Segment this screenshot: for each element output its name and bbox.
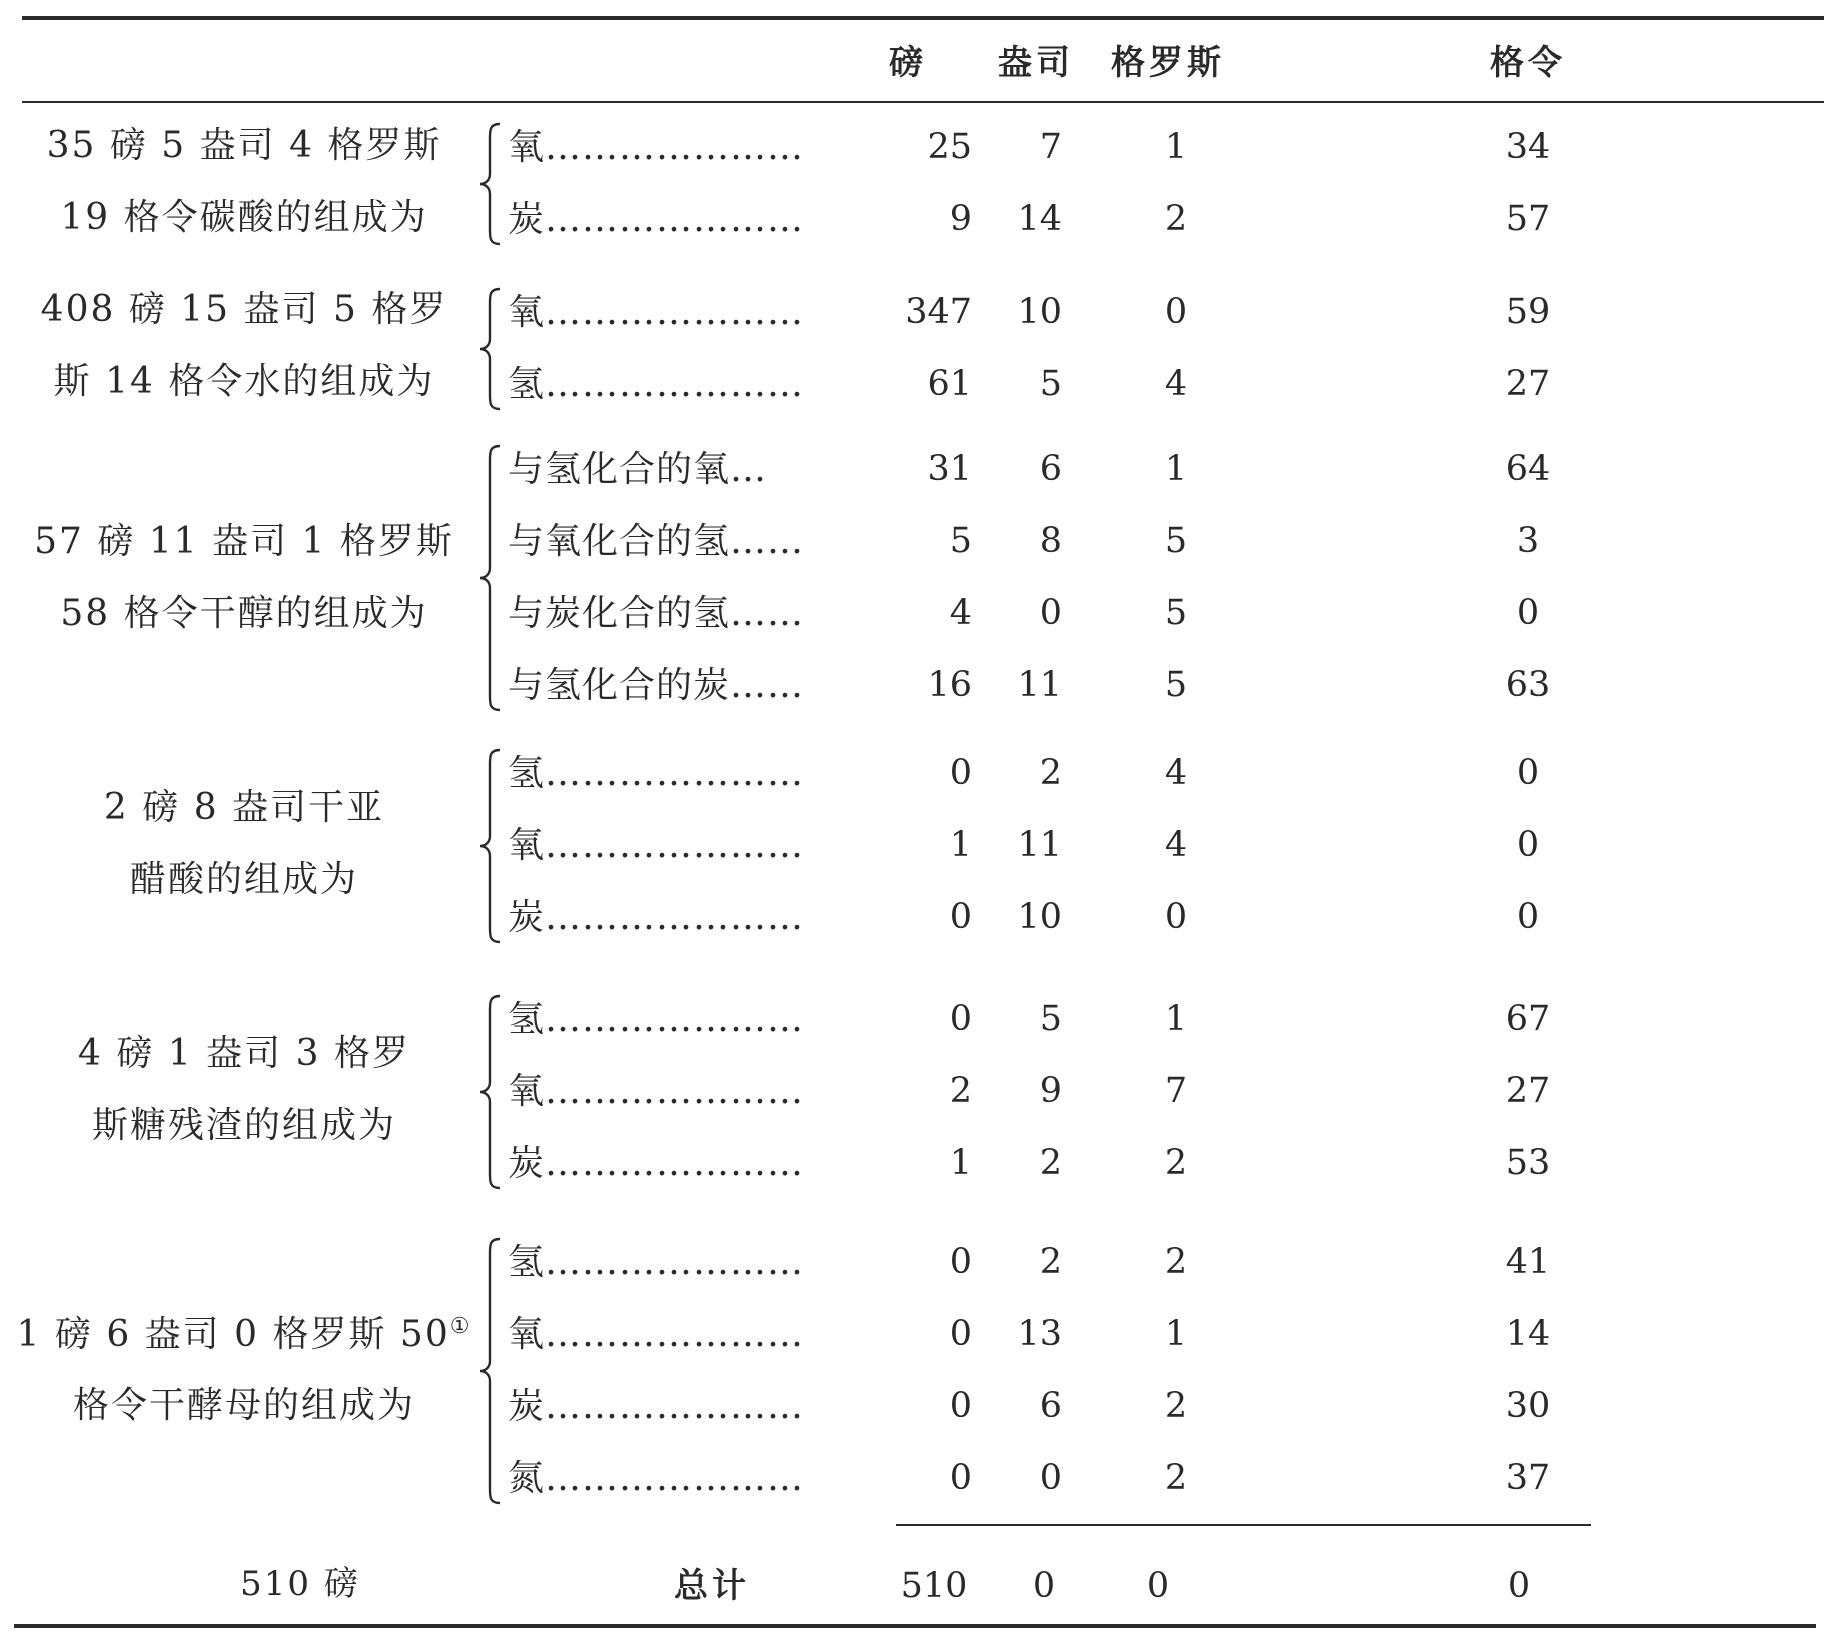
cell-grains: 0: [1516, 897, 1540, 937]
cell-gross: 2: [1164, 1242, 1188, 1282]
cell-gross: 7: [1164, 1071, 1188, 1111]
group-description-line: 57 磅 11 盎司 1 格罗斯: [34, 521, 454, 562]
cell-gross: 4: [1164, 825, 1188, 865]
cell-ounces: 6: [1039, 449, 1062, 489]
group-description-line: 醋酸的组成为: [129, 859, 359, 900]
cell-ounces: 10: [1017, 292, 1062, 332]
component-label: 氧…………………: [508, 825, 804, 866]
cell-gross: 1: [1164, 127, 1188, 167]
component-label: 与氢化合的炭……: [508, 665, 805, 706]
cell-gross: 5: [1164, 521, 1188, 561]
header-pounds: 磅: [889, 43, 927, 83]
cell-ounces: 7: [1039, 127, 1062, 167]
component-label: 氧…………………: [508, 292, 804, 333]
cell-grains: 64: [1505, 449, 1551, 489]
cell-ounces: 10: [1017, 897, 1062, 937]
component-label: 炭…………………: [508, 1386, 804, 1427]
total-left: 510 磅: [240, 1564, 360, 1604]
cell-gross: 1: [1164, 1314, 1188, 1354]
cell-ounces: 0: [1039, 593, 1062, 633]
bottom-rule: [14, 1624, 1816, 1628]
component-label: 氧…………………: [508, 1314, 804, 1355]
cell-gross: 1: [1164, 449, 1188, 489]
cell-pounds: 61: [927, 364, 972, 404]
group-description-line: 斯 14 格令水的组成为: [53, 361, 435, 402]
component-label: 炭…………………: [508, 897, 804, 938]
cell-pounds: 0: [949, 753, 972, 793]
group-description-line-with-footnote: [17, 1316, 472, 1353]
total-pounds: 510: [900, 1566, 968, 1606]
component-label: 氧…………………: [508, 127, 804, 168]
component-label: 炭…………………: [508, 1143, 804, 1184]
header-rule: [22, 101, 1824, 103]
cell-pounds: 1: [949, 1143, 972, 1183]
component-label: 氢…………………: [508, 1242, 804, 1283]
cell-grains: 57: [1505, 199, 1551, 239]
header-gross: 格罗斯: [1111, 43, 1225, 83]
cell-gross: 1: [1164, 999, 1188, 1039]
total-label: 总计: [674, 1566, 750, 1606]
group-description-line: 斯糖残渣的组成为: [91, 1105, 397, 1146]
header-grains: 格令: [1490, 43, 1566, 83]
component-label: 氢…………………: [508, 753, 804, 794]
cell-gross: 0: [1164, 292, 1188, 332]
left-brace: [476, 748, 506, 944]
cell-pounds: 5: [949, 521, 972, 561]
group-description-line: 408 磅 15 盎司 5 格罗: [40, 289, 448, 330]
component-label: 氢…………………: [508, 999, 804, 1040]
cell-pounds: 0: [949, 897, 972, 937]
group-description-line: 19 格令碳酸的组成为: [60, 197, 428, 238]
cell-grains: 59: [1505, 292, 1551, 332]
top-rule: [22, 16, 1824, 20]
total-gross: 0: [1146, 1566, 1170, 1606]
header-ounces: 盎司: [998, 43, 1074, 83]
total-ounces: 0: [1032, 1566, 1056, 1606]
cell-gross: 4: [1164, 364, 1188, 404]
cell-ounces: 5: [1039, 364, 1062, 404]
cell-pounds: 31: [927, 449, 972, 489]
cell-gross: 5: [1164, 665, 1188, 705]
component-label: 炭…………………: [508, 199, 804, 240]
cell-grains: 53: [1505, 1143, 1551, 1183]
cell-pounds: 25: [927, 127, 972, 167]
cell-ounces: 9: [1039, 1071, 1062, 1111]
component-label: 与氧化合的氢……: [508, 521, 805, 562]
cell-grains: 67: [1505, 999, 1551, 1039]
cell-ounces: 14: [1017, 199, 1062, 239]
cell-pounds: 2: [949, 1071, 972, 1111]
cell-grains: 30: [1505, 1386, 1551, 1426]
cell-pounds: 347: [905, 292, 972, 332]
cell-ounces: 2: [1039, 753, 1062, 793]
cell-pounds: 16: [927, 665, 972, 705]
cell-gross: 4: [1164, 753, 1188, 793]
footnote-mark: ①: [449, 1314, 472, 1339]
group-description-line: 35 磅 5 盎司 4 格罗斯: [46, 125, 442, 166]
cell-ounces: 2: [1039, 1242, 1062, 1282]
cell-pounds: 9: [949, 199, 972, 239]
cell-pounds: 0: [949, 1458, 972, 1498]
component-label: 氮…………………: [508, 1458, 804, 1499]
cell-pounds: 4: [949, 593, 972, 633]
cell-gross: 0: [1164, 897, 1188, 937]
cell-pounds: 0: [949, 1242, 972, 1282]
cell-gross: 2: [1164, 199, 1188, 239]
left-brace: [476, 994, 506, 1190]
cell-grains: 14: [1505, 1314, 1551, 1354]
group-description-line: 58 格令干醇的组成为: [60, 593, 428, 634]
cell-ounces: 11: [1017, 825, 1062, 865]
cell-grains: 0: [1516, 825, 1540, 865]
cell-grains: 63: [1505, 665, 1551, 705]
component-label: 与氢化合的氧…: [508, 449, 768, 490]
component-label: 氢…………………: [508, 364, 804, 405]
cell-ounces: 5: [1039, 999, 1062, 1039]
left-brace: [476, 444, 506, 712]
cell-ounces: 0: [1039, 1458, 1062, 1498]
left-brace: [476, 122, 506, 246]
cell-grains: 3: [1516, 521, 1540, 561]
cell-ounces: 11: [1017, 665, 1062, 705]
group-description-line: 2 磅 8 盎司干亚: [103, 787, 385, 828]
sum-rule: [896, 1524, 1591, 1526]
component-label: 氧…………………: [508, 1071, 804, 1112]
cell-grains: 27: [1505, 364, 1551, 404]
cell-gross: 2: [1164, 1458, 1188, 1498]
cell-gross: 2: [1164, 1386, 1188, 1426]
group-description-text: 1 磅 6 盎司 0 格罗斯 50: [16, 1314, 450, 1355]
cell-pounds: 0: [949, 999, 972, 1039]
cell-grains: 27: [1505, 1071, 1551, 1111]
total-grains: 0: [1507, 1566, 1531, 1606]
cell-ounces: 6: [1039, 1386, 1062, 1426]
cell-grains: 37: [1505, 1458, 1551, 1498]
cell-ounces: 13: [1017, 1314, 1062, 1354]
left-brace: [476, 1237, 506, 1505]
cell-gross: 2: [1164, 1143, 1188, 1183]
cell-gross: 5: [1164, 593, 1188, 633]
group-description-line: 4 磅 1 盎司 3 格罗: [78, 1033, 410, 1074]
component-label: 与炭化合的氢……: [508, 593, 805, 634]
cell-grains: 41: [1505, 1242, 1551, 1282]
left-brace: [476, 287, 506, 411]
group-description-line: 格令干酵母的组成为: [72, 1385, 416, 1426]
cell-ounces: 8: [1039, 521, 1062, 561]
cell-ounces: 2: [1039, 1143, 1062, 1183]
cell-grains: 0: [1516, 753, 1540, 793]
cell-grains: 34: [1505, 127, 1551, 167]
cell-grains: 0: [1516, 593, 1540, 633]
cell-pounds: 1: [949, 825, 972, 865]
cell-pounds: 0: [949, 1314, 972, 1354]
cell-pounds: 0: [949, 1386, 972, 1426]
